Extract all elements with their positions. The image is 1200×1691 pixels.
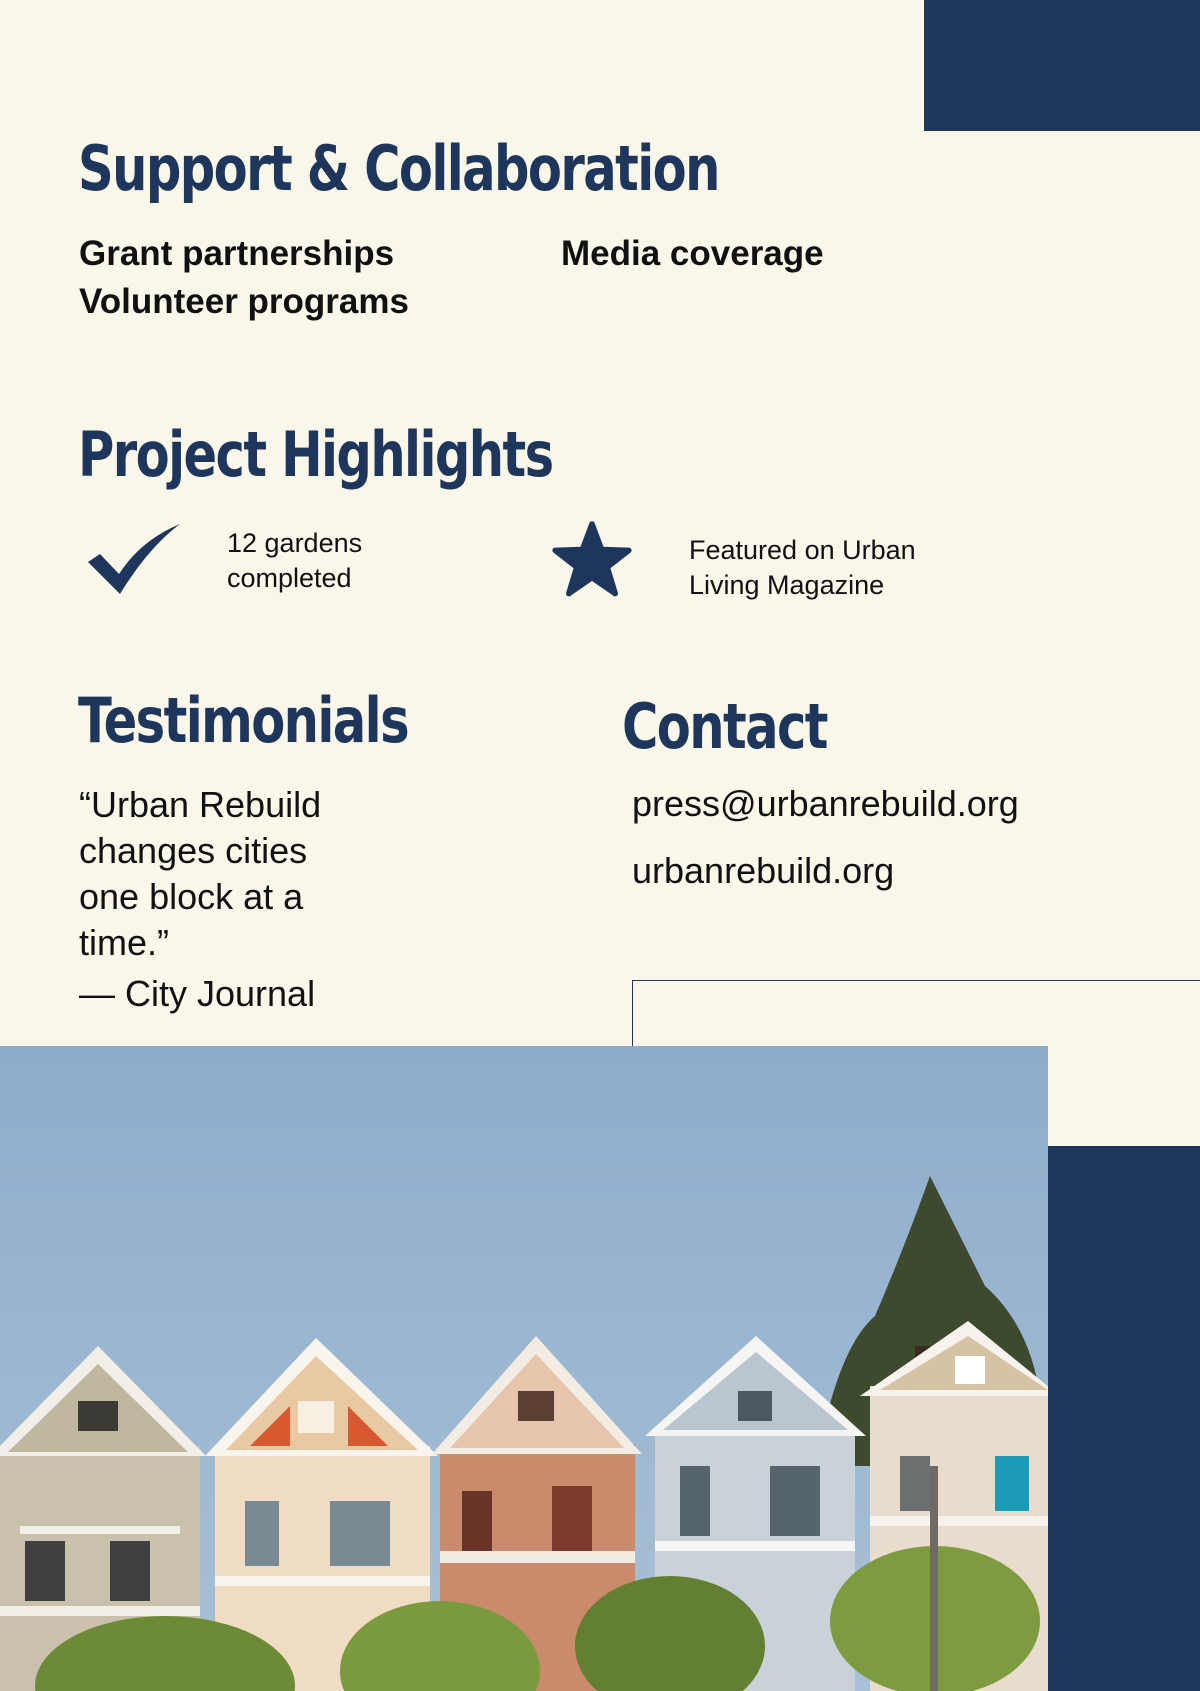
contact-email[interactable]: press@urbanrebuild.org xyxy=(632,783,1019,824)
support-heading: Support & Collaboration xyxy=(78,132,719,205)
support-item-volunteer: Volunteer programs xyxy=(79,282,409,321)
frame-outline xyxy=(632,980,1200,1050)
houses-photo xyxy=(0,1046,1048,1691)
contact-website[interactable]: urbanrebuild.org xyxy=(632,850,895,891)
highlight-gardens-text: 12 gardens completed xyxy=(227,528,363,593)
testimonial-source: — City Journal xyxy=(79,973,316,1014)
testimonials-heading: Testimonials xyxy=(78,684,408,757)
highlight-featured-text: Featured on Urban Living Magazine xyxy=(689,535,916,600)
star-icon xyxy=(551,520,633,600)
highlights-heading: Project Highlights xyxy=(78,418,553,491)
contact-heading: Contact xyxy=(622,690,827,763)
support-item-media: Media coverage xyxy=(561,234,824,273)
checkmark-icon xyxy=(86,522,182,596)
support-item-grants: Grant partnerships xyxy=(79,234,395,273)
testimonial-quote: “Urban Rebuild changes cities one block at a time.” xyxy=(79,784,322,963)
corner-decoration-top xyxy=(924,0,1200,131)
corner-decoration-bottom xyxy=(1048,1146,1200,1691)
